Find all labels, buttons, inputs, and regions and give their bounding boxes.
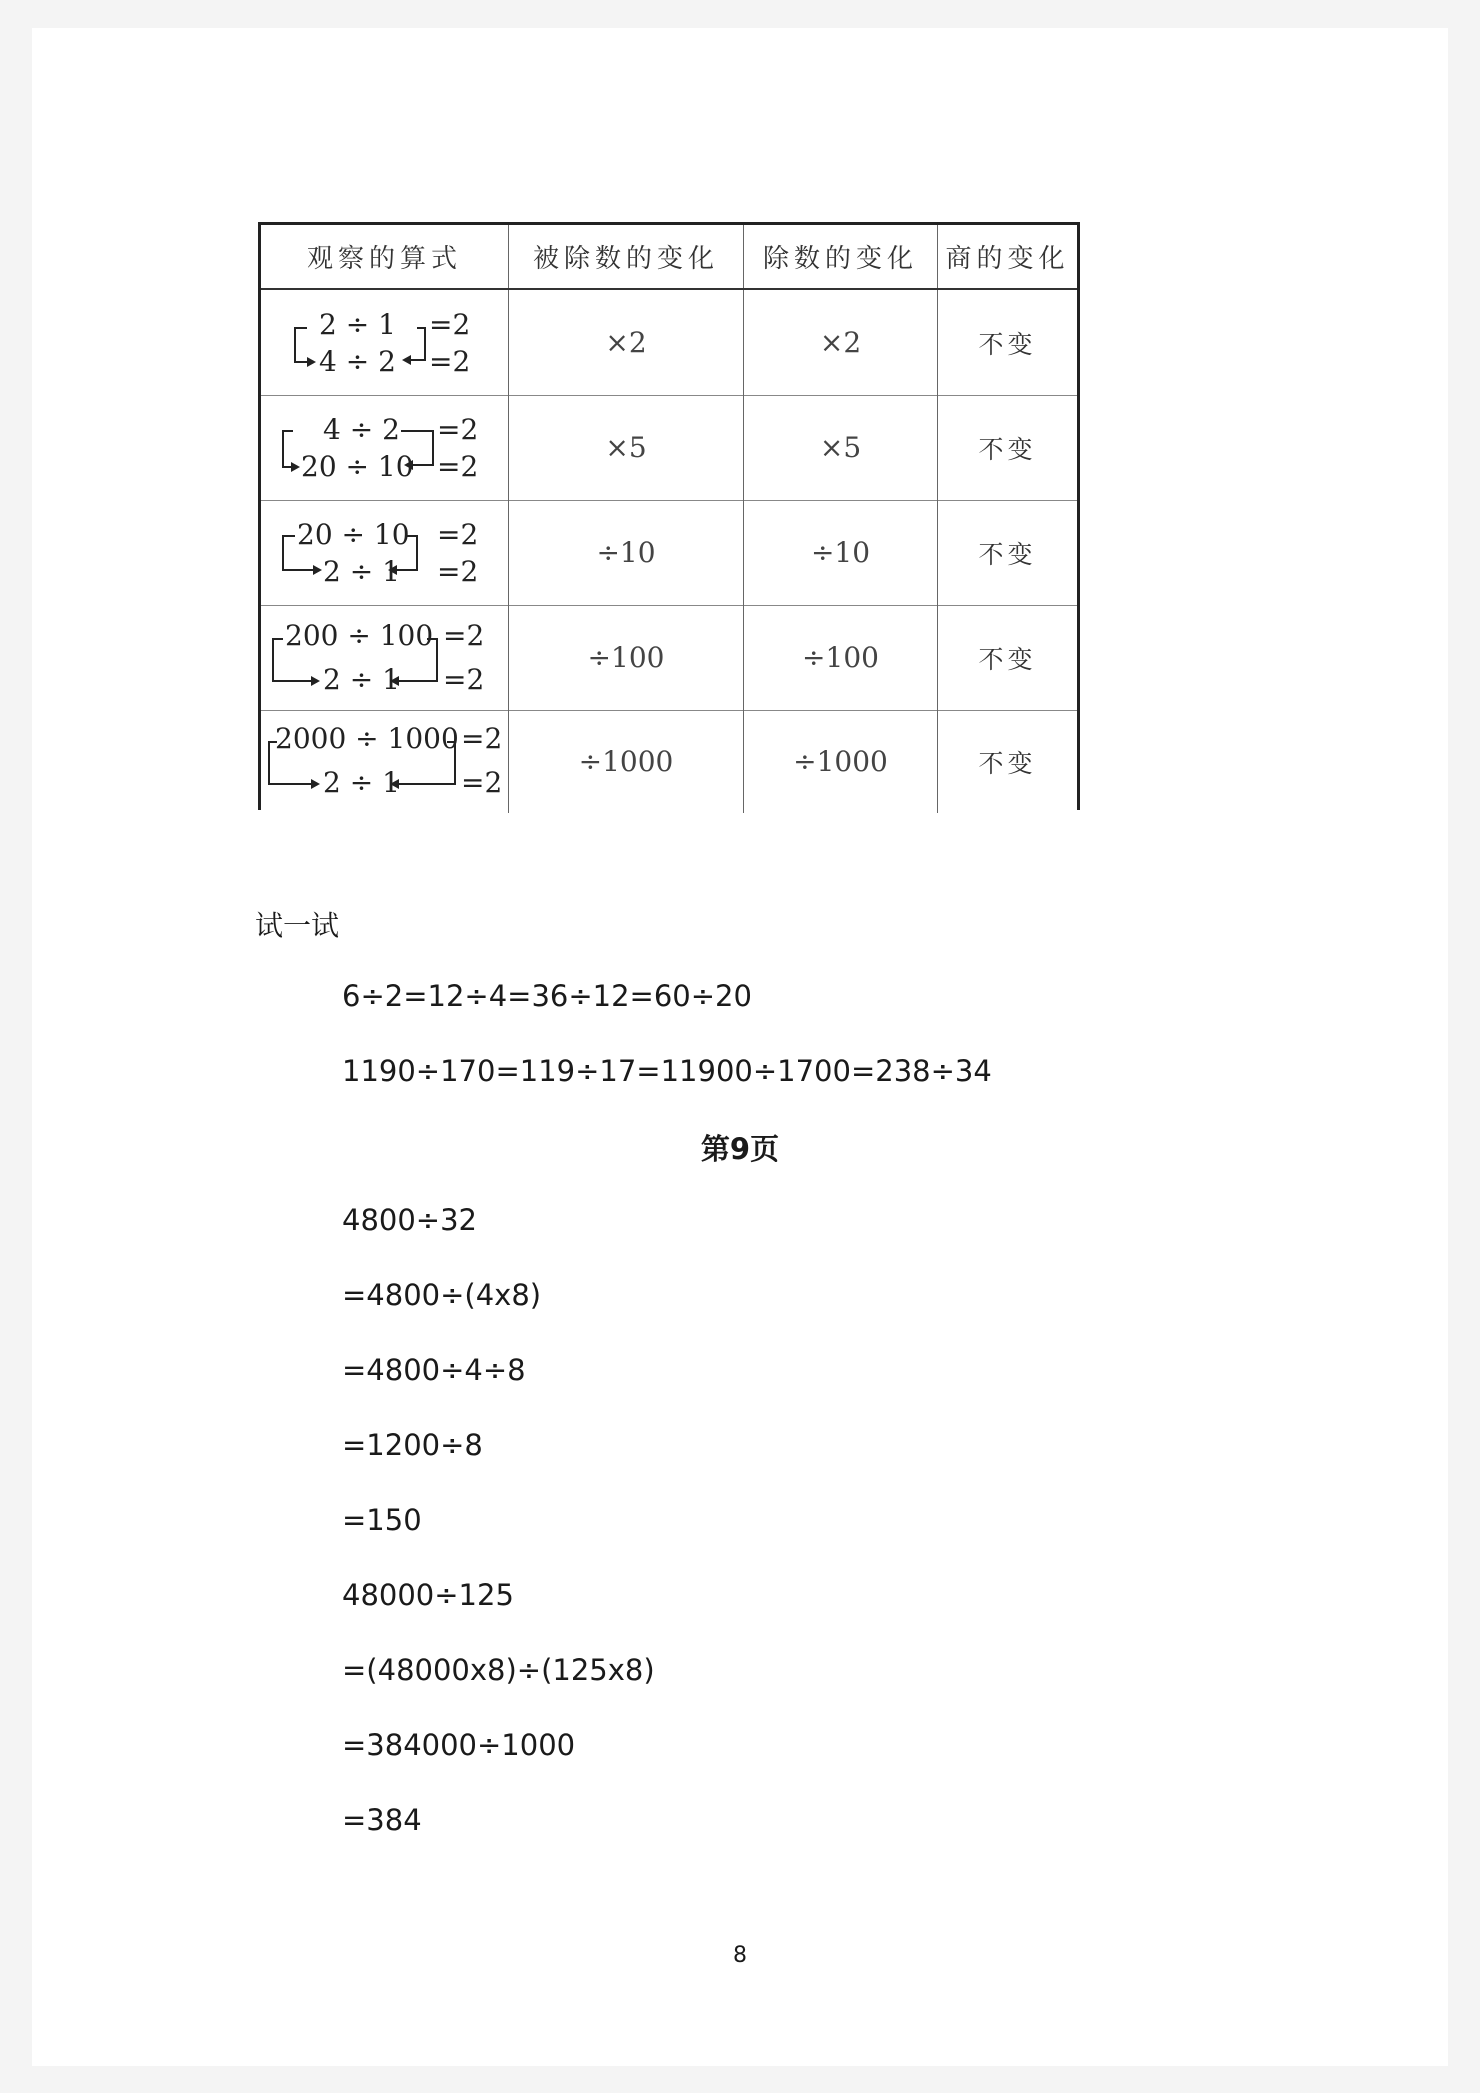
calc-line: =150 bbox=[342, 1503, 422, 1537]
formula-pair bbox=[261, 500, 509, 605]
header-divisor-change: 除数的变化 bbox=[744, 225, 938, 288]
quotient-invariance-table bbox=[258, 222, 1080, 810]
expression-top: 200 ÷ 100 bbox=[285, 619, 434, 652]
arrow-bracket-icon bbox=[261, 395, 509, 500]
dividend-change: ×5 bbox=[509, 395, 744, 500]
table-row bbox=[261, 710, 1077, 813]
result-bottom: =2 bbox=[461, 766, 503, 799]
formula-cell bbox=[261, 290, 509, 395]
calc-line: =4800÷(4x8) bbox=[342, 1278, 542, 1312]
result-bottom: =2 bbox=[429, 345, 471, 378]
result-bottom: =2 bbox=[443, 663, 485, 696]
expression-top: 2000 ÷ 1000 bbox=[275, 722, 459, 755]
try-line: 1190÷170=119÷17=11900÷1700=238÷34 bbox=[342, 1054, 992, 1088]
header-observed-expression: 观察的算式 bbox=[261, 225, 509, 288]
table-header-row bbox=[261, 225, 1077, 290]
result-top: =2 bbox=[437, 518, 479, 551]
expression-top: 4 ÷ 2 bbox=[323, 413, 400, 446]
divisor-change: ÷1000 bbox=[744, 710, 938, 813]
dividend-change: ×2 bbox=[509, 290, 744, 395]
arrow-bracket-icon bbox=[261, 500, 509, 605]
table-row bbox=[261, 290, 1077, 396]
formula-cell bbox=[261, 710, 509, 813]
page-number: 8 bbox=[733, 1943, 747, 1968]
result-bottom: =2 bbox=[437, 450, 479, 483]
formula-pair bbox=[261, 710, 509, 815]
header-quotient-change: 商的变化 bbox=[945, 244, 1070, 274]
divisor-change: ×5 bbox=[744, 395, 938, 500]
result-top: =2 bbox=[429, 308, 471, 341]
dividend-change: ÷1000 bbox=[509, 710, 744, 813]
formula-pair bbox=[261, 395, 509, 500]
dividend-change: ÷10 bbox=[509, 500, 744, 605]
formula-pair bbox=[261, 290, 509, 395]
calc-line: =1200÷8 bbox=[342, 1428, 483, 1462]
arrow-bracket-icon bbox=[261, 290, 509, 395]
result-top: =2 bbox=[443, 619, 485, 652]
quotient-change: 不变 bbox=[978, 748, 1037, 778]
table-row bbox=[261, 500, 1077, 606]
formula-cell bbox=[261, 395, 509, 500]
calc-line: =384 bbox=[342, 1803, 422, 1837]
table-row bbox=[261, 395, 1077, 501]
quotient-change: 不变 bbox=[978, 329, 1037, 359]
calc-line: =384000÷1000 bbox=[342, 1728, 576, 1762]
try-line: 6÷2=12÷4=36÷12=60÷20 bbox=[342, 979, 752, 1013]
section-title: 试一试 bbox=[255, 909, 340, 942]
quotient-change: 不变 bbox=[978, 644, 1037, 674]
divisor-change: ×2 bbox=[744, 290, 938, 395]
expression-bottom: 2 ÷ 1 bbox=[323, 766, 400, 799]
divisor-change: ÷100 bbox=[744, 605, 938, 710]
calc-line: =(48000x8)÷(125x8) bbox=[342, 1653, 655, 1687]
expression-bottom: 2 ÷ 1 bbox=[323, 555, 400, 588]
expression-bottom: 2 ÷ 1 bbox=[323, 663, 400, 696]
expression-bottom: 20 ÷ 10 bbox=[301, 450, 414, 483]
result-top: =2 bbox=[437, 413, 479, 446]
result-top: =2 bbox=[461, 722, 503, 755]
calc-line: =4800÷4÷8 bbox=[342, 1353, 526, 1387]
expression-top: 2 ÷ 1 bbox=[319, 308, 396, 341]
divisor-change: ÷10 bbox=[744, 500, 938, 605]
table-row bbox=[261, 605, 1077, 711]
calc-line: 4800÷32 bbox=[342, 1203, 478, 1237]
calc-line: 48000÷125 bbox=[342, 1578, 514, 1612]
result-bottom: =2 bbox=[437, 555, 479, 588]
page-heading: 第9页 bbox=[700, 1132, 780, 1166]
quotient-change: 不变 bbox=[978, 434, 1037, 464]
expression-top: 20 ÷ 10 bbox=[297, 518, 410, 551]
header-dividend-change: 被除数的变化 bbox=[509, 225, 744, 288]
formula-pair bbox=[261, 605, 509, 710]
formula-cell bbox=[261, 500, 509, 605]
dividend-change: ÷100 bbox=[509, 605, 744, 710]
expression-bottom: 4 ÷ 2 bbox=[319, 345, 396, 378]
quotient-change: 不变 bbox=[978, 539, 1037, 569]
formula-cell bbox=[261, 605, 509, 710]
